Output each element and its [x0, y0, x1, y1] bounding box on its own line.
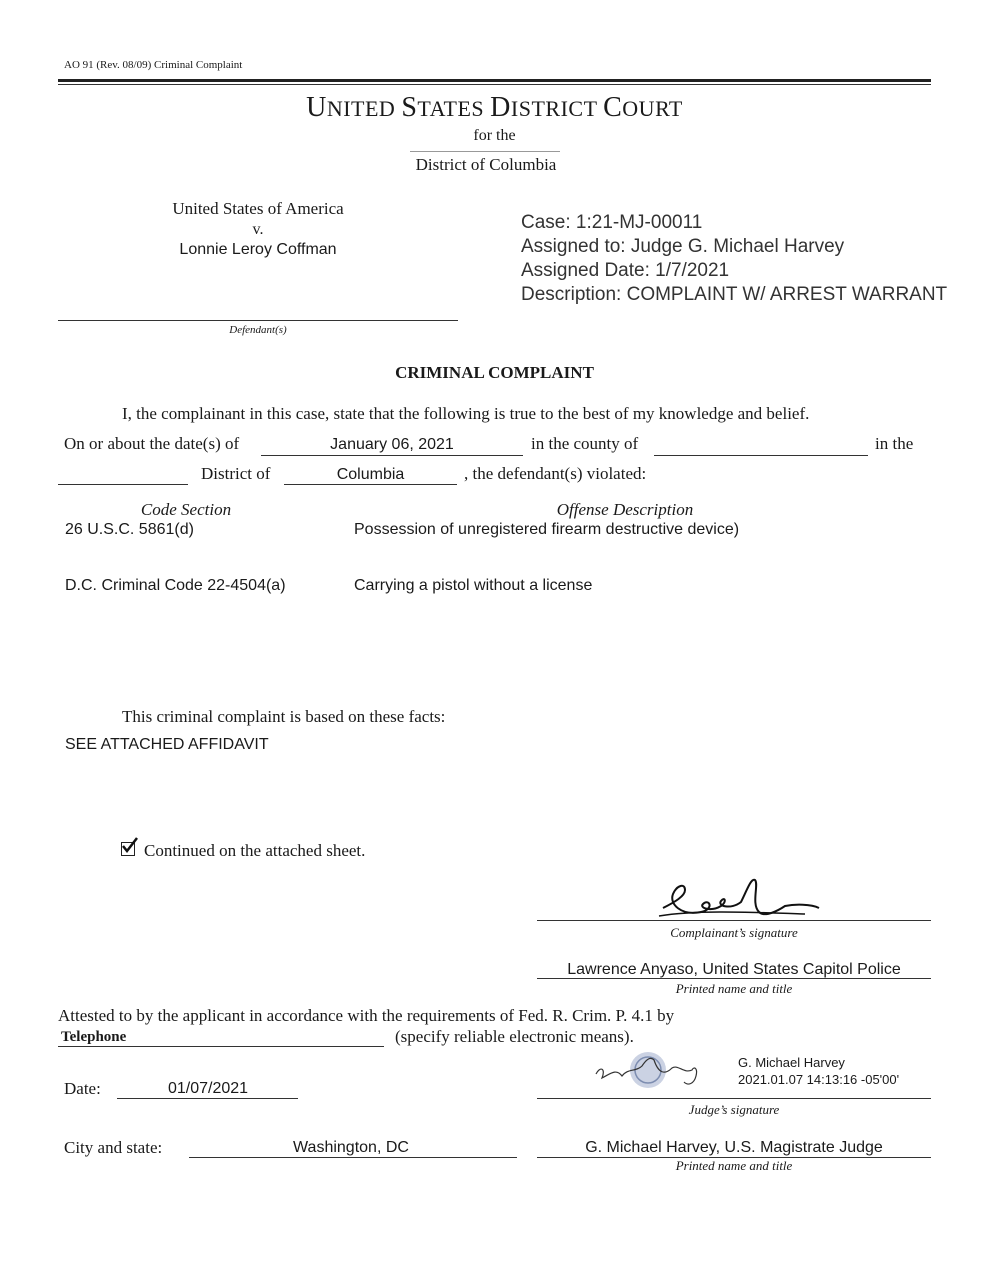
date-prefix: On or about the date(s) of	[64, 434, 240, 453]
plaintiff-name: United States of America	[172, 199, 344, 218]
complainant-signature-label: Complainant’s signature	[670, 925, 798, 940]
court-title-word: UNITED	[306, 92, 402, 123]
assigned-date: Assigned Date: 1/7/2021	[521, 260, 730, 281]
court-title-word: COURT	[603, 92, 683, 123]
versus-text: v.	[252, 221, 264, 238]
county-label: in the county of	[531, 434, 639, 453]
offense-code: 26 U.S.C. 5861(d)	[65, 521, 194, 538]
district-value-rule	[284, 484, 457, 485]
complaint-heading: CRIMINAL COMPLAINT	[395, 363, 594, 382]
offense-code: D.C. Criminal Code 22-4504(a)	[65, 577, 286, 594]
court-district: District of Columbia	[415, 155, 557, 174]
offense-description: Carrying a pistol without a license	[354, 577, 593, 594]
case-number: Case: 1:21-MJ-00011	[521, 212, 703, 233]
defendant-name: Lonnie Leroy Coffman	[179, 241, 337, 258]
defendant-label: Defendant(s)	[229, 324, 287, 336]
defendant-rule	[58, 320, 458, 321]
complainant-name-rule	[537, 978, 931, 979]
date-label: Date:	[64, 1079, 101, 1098]
case-description: Description: COMPLAINT W/ ARREST WARRANT	[521, 284, 948, 305]
judge-signature-image	[592, 1046, 702, 1094]
facts-label: This criminal complaint is based on these facts:	[122, 707, 446, 726]
complainant-signature-image	[655, 868, 825, 926]
attestation-text: Attested to by the applicant in accordance with the requirements of Fed. R. Crim. P. 4.1 by	[58, 1006, 675, 1025]
judge-signature-label: Judge’s signature	[688, 1102, 780, 1117]
district-value: Columbia	[336, 466, 405, 483]
offense-description-header: Offense Description	[556, 500, 694, 519]
offense-description: Possession of unregistered firearm destructive device)	[354, 521, 740, 538]
district-label: District of	[201, 464, 271, 483]
offense-date: January 06, 2021	[330, 436, 454, 453]
case-stamp	[521, 211, 947, 307]
date-value: 01/07/2021	[168, 1080, 249, 1097]
checkmark-icon	[121, 837, 139, 855]
in-the-text: in the	[875, 434, 914, 453]
header-rule-thick	[58, 79, 931, 82]
city-state-rule	[189, 1157, 517, 1158]
date-rule	[261, 455, 523, 456]
court-title-word: DISTRICT	[490, 92, 604, 123]
judge-printed-label: Printed name and title	[675, 1158, 793, 1173]
complainant-printed-label: Printed name and title	[675, 981, 793, 996]
district-rule	[410, 151, 560, 152]
county-rule	[654, 455, 868, 456]
assigned-judge: Assigned to: Judge G. Michael Harvey	[521, 236, 845, 257]
judge-digital-name: G. Michael Harvey	[738, 1055, 845, 1070]
city-state-value: Washington, DC	[293, 1139, 409, 1156]
court-title-word: STATES	[401, 92, 491, 123]
complainant-printed-name: Lawrence Anyaso, United States Capitol Police	[567, 961, 901, 978]
attestation-means-rule	[58, 1046, 384, 1047]
city-state-label: City and state:	[64, 1138, 163, 1157]
complainant-signature-rule	[537, 920, 931, 921]
district-prefix-rule	[58, 484, 188, 485]
form-number: AO 91 (Rev. 08/09) Criminal Complaint	[64, 59, 243, 71]
facts-value: SEE ATTACHED AFFIDAVIT	[65, 736, 269, 753]
complaint-intro: I, the complainant in this case, state that the following is true to the best of my knowledge and belief.	[122, 404, 810, 423]
violated-text: , the defendant(s) violated:	[464, 464, 647, 483]
date-value-rule	[117, 1098, 298, 1099]
code-section-header: Code Section	[140, 500, 232, 519]
judge-digital-signature-text	[738, 1054, 899, 1088]
court-title	[0, 92, 989, 124]
judge-digital-date: 2021.01.07 14:13:16 -05'00'	[738, 1072, 900, 1087]
judge-printed-name: G. Michael Harvey, U.S. Magistrate Judge	[585, 1139, 883, 1156]
continued-label: Continued on the attached sheet.	[144, 841, 366, 860]
for-the-text: for the	[473, 127, 516, 144]
attestation-means-label: (specify reliable electronic means).	[395, 1027, 634, 1046]
attestation-means: Telephone	[61, 1029, 127, 1045]
header-rule-thin	[58, 84, 931, 85]
judge-signature-rule	[537, 1098, 931, 1099]
continued-checkbox[interactable]	[121, 842, 135, 856]
